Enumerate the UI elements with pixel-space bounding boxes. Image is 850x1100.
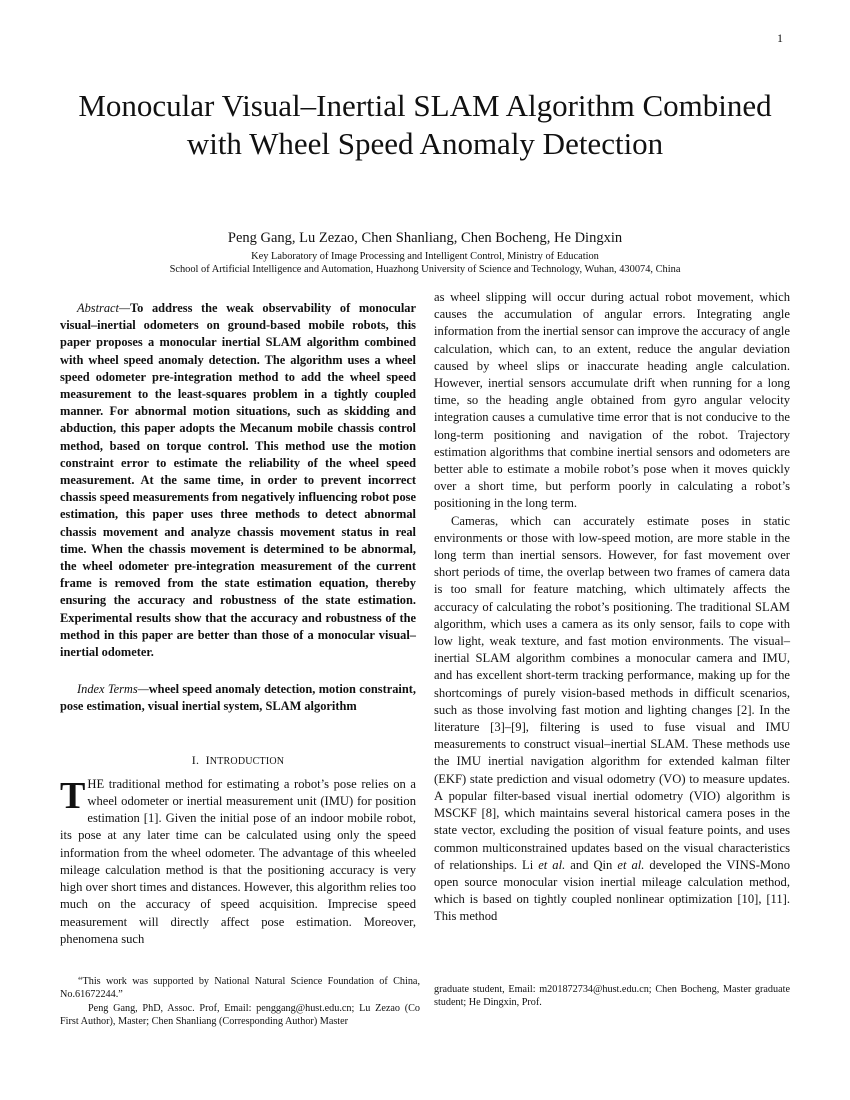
affiliation-school: School of Artificial Intelligence and Automation, Huazhong University of Science and Technology, Wuhan, 430074, China — [169, 264, 681, 275]
intro-p2-text-a: Cameras, which can accurately estimate poses in static environments or those with low-speed motion, are more stable in the long term than inertial sensors. However, for fast movement over short periods of time, the overlap between two frames of camera data is too small for feature matching, which ultimately affects the accuracy of calculating the robot’s positioning. The traditional SLAM algorithm, which uses a camera as its only sensor, fails to cope with low light, weak texture, and fast motion environments. The visual–inertial SLAM algorithm combines a monocular camera and IMU, and has excellent short-term tracking performance, making up for the shortcomings of purely vision-based methods in difficult scenarios, such as those involving fast motion and lighting changes [2]. In the literature [3]–[9], filtering is used to fuse visual and IMU measurements to construct visual–inertial SLAM. These methods use the IMU inertial navigation algorithm for extended kalman filter (EKF) state prediction and visual odometry (VO) to measure updates. A popular filter-based visual inertial odometry (VIO) algorithm is MSCKF [8], which maintains several historical camera poses in the state vector, excluding the position of visual feature points, and uses common multiconstrained updates based on the visual characteristics of relationships. Li — [434, 513, 790, 872]
footnote-authors-right: graduate student, Email: m201872734@hust.edu.cn; Chen Bocheng, Master graduate student; He Dingxin, Prof. — [434, 984, 790, 1009]
footnote-funding: “This work was supported by National Natural Science Foundation of China, No.61672244.” — [60, 976, 420, 1001]
footnote-left — [60, 975, 420, 1029]
intro-paragraph-2 — [434, 513, 790, 926]
section-rest: NTRODUCTION — [209, 755, 285, 767]
footnote-right — [434, 983, 790, 1010]
abstract — [60, 300, 416, 661]
author-list: Peng Gang, Lu Zezao, Chen Shanliang, Chen Bocheng, He Dingxin — [227, 230, 623, 246]
left-column — [60, 300, 416, 948]
drop-cap: T — [60, 774, 86, 817]
intro-p1-left-text: HE traditional method for estimating a robot’s pose relies on a wheel odometer or inertial measurement unit (IMU) for position estimation [1]. Given the initial pose of an indoor mobile robot, its pose at any later time can be calculated using only the speed information from the wheel odometer. The advantage of this wheeled mileage calculation method is that the positioning accuracy is very high over short times and distances. However, this algorithm relies too much on the accuracy of speed acquisition. Imprecise speed measurement will directly affect pose estimation. Moreover, phenomena such — [60, 776, 416, 946]
footnote-authors-left: Peng Gang, PhD, Assoc. Prof, Email: penggang@hust.edu.cn; Lu Zezao (Co First Author), Master; Chen Shanliang (Corresponding Author) Master — [60, 1002, 420, 1028]
section-number: I. — [191, 752, 200, 767]
et-al-2: et al. — [617, 857, 645, 872]
page-number: 1 — [777, 31, 783, 45]
index-terms — [60, 681, 416, 715]
et-al-1: et al. — [538, 857, 566, 872]
section-initial: I — [205, 752, 210, 767]
abstract-label: Abstract— — [77, 301, 131, 315]
abstract-text: To address the weak observability of monocular visual–inertial odometers on ground-based mobile robots, this paper proposes a monocular inertial SLAM algorithm combined with wheel speed anomaly detection. The algorithm uses a wheel speed odometer pre-integration method to add the wheel speed measurement to the least-squares problem in a tightly coupled manner. For abnormal motion situations, such as skidding and abduction, this paper adopts the Mecanum mobile chassis control method, based on torque control. This method use the motion constraint error to estimate the reliability of the wheel speed measurement. At the same time, in order to prevent incorrect chassis speed measurements from negatively influencing robot pose estimation, this paper uses three methods to detect abnormal chassis movement and analyze chassis movement status in real time. When the chassis movement is determined to be abnormal, the wheel odometer pre-integration measurement of the current frame is removed from the state estimation equation, thereby ensuring the accuracy and robustness of the state estimation. Experimental results show that the accuracy and robustness of the method in this paper are better than those of a monocular visual–inertial odometer. — [60, 301, 416, 660]
intro-p2-text-c: developed the VINS-Mono open source monocular vision inertial mileage calculation method, which is based on tightly coupled nonlinear optimization [10], [11]. This method — [434, 857, 791, 924]
intro-paragraph-1-continued: as wheel slipping will occur during actual robot movement, which causes the accumulation of angular errors. Integrating angle information from the inertial sensor can improve the accuracy of angle calculation, which can, to an extent, reduce the angular deviation caused by wheel slips or inaccurate heading angle calculation. However, inertial sensors accumulate drift when running for a long time, so the heading angle obtained from gyro angular velocity integration causes a cumulative time error that is not conducive to the long-term positioning and navigation of the robot. Trajectory estimation algorithms that combine inertial sensors and odometers are better able to estimate a mobile robot’s pose when it moves quickly over a short time, but perform poorly in calculating a robot’s positioning in the long term. — [434, 290, 790, 511]
right-column — [434, 289, 790, 926]
index-terms-text: wheel speed anomaly detection, motion constraint, pose estimation, visual inertial system, SLAM algorithm — [60, 682, 416, 714]
paper-title: Monocular Visual–Inertial SLAM Algorithm Combined with Wheel Speed Anomaly Detection — [78, 88, 772, 161]
intro-p2-text-b: and Qin — [565, 857, 618, 872]
affiliation-lab: Key Laboratory of Image Processing and Intelligent Control, Ministry of Education — [251, 251, 599, 262]
index-terms-label: Index Terms— — [77, 682, 149, 697]
intro-paragraph-1 — [60, 776, 416, 948]
section-heading-introduction — [60, 752, 416, 770]
